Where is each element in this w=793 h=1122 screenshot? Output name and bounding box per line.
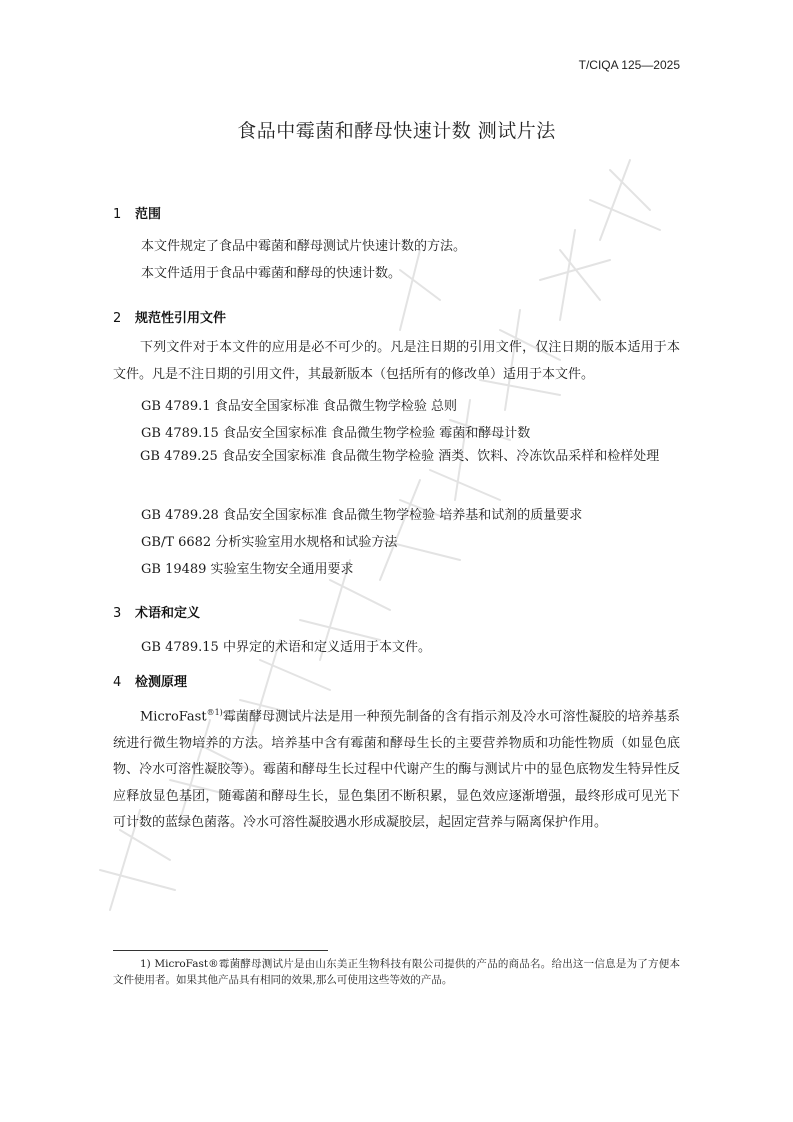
section-heading-principle — [113, 671, 187, 690]
section-title: 术语和定义 — [135, 606, 201, 621]
document-number: T/CIQA 125—2025 — [578, 58, 680, 72]
section-number: 2 — [113, 311, 122, 326]
scope-paragraph-2: 本文件适用于食品中霉菌和酵母的快速计数。 — [141, 266, 402, 281]
principle-paragraph — [113, 700, 680, 837]
scope-paragraph-1: 本文件规定了食品中霉菌和酵母测试片快速计数的方法。 — [141, 239, 467, 254]
references-intro: 下列文件对于本文件的应用是必不可少的。凡是注日期的引用文件，仅注日期的版本适用于本文件。凡是不注日期的引用文件，其最新版本（包括所有的修改单）适用于本文件。 — [113, 340, 680, 382]
footnote: 1) MicroFast®霉菌酵母测试片是由山东美正生物科技有限公司提供的产品的商品名。给出这一信息是为了方便本文件使用者。如果其他产品具有相同的效果,那么可使用这些等效的产品。 — [113, 958, 680, 986]
section-title: 检测原理 — [135, 675, 188, 690]
section-title: 范围 — [135, 207, 162, 222]
reference-item: GB 4789.28 食品安全国家标准 食品微生物学检验 培养基和试剂的质量要求 — [141, 508, 583, 523]
section-heading-terms — [113, 602, 200, 621]
reference-item: GB 4789.25 食品安全国家标准 食品微生物学检验 酒类、饮料、冷冻饮品采样和检样处理 — [140, 449, 660, 464]
section-heading-normative-references — [113, 307, 226, 326]
reference-item: GB 19489 实验室生物安全通用要求 — [141, 562, 354, 577]
section-title: 规范性引用文件 — [135, 311, 227, 326]
page-title: 食品中霉菌和酵母快速计数 测试片法 — [237, 120, 556, 142]
section-heading-scope — [113, 203, 161, 222]
principle-text: 霉菌酵母测试片法是用一种预先制备的含有指示剂及冷水可溶性凝胶的培养基系统进行微生物培养的方法。培养基中含有霉菌和酵母生长的主要营养物质和功能性物质（如显色底物、冷水可溶性凝胶等）。霉菌和酵母生长过程中代谢产生的酶与测试片中的显色底物发生特异性反应释放显色基团，随霉菌和酵母生长，显色集团不断积累，显色效应逐渐增强，最终形成可见光下可计数的蓝绿色菌落。冷水可溶性凝胶遇水形成凝胶层，起固定营养与隔离保护作用。 — [113, 709, 680, 831]
footnote-separator — [113, 950, 328, 951]
footnote-marker: ®1) — [206, 708, 223, 717]
section-number: 4 — [113, 675, 122, 690]
section-number: 1 — [113, 207, 122, 222]
reference-item: GB 4789.1 食品安全国家标准 食品微生物学检验 总则 — [141, 399, 457, 414]
brand-name: MicroFast — [140, 709, 207, 725]
reference-item: GB/T 6682 分析实验室用水规格和试验方法 — [141, 535, 398, 550]
reference-item: GB 4789.15 食品安全国家标准 食品微生物学检验 霉菌和酵母计数 — [141, 426, 531, 441]
section-number: 3 — [113, 606, 122, 621]
terms-paragraph: GB 4789.15 中界定的术语和定义适用于本文件。 — [141, 640, 431, 655]
